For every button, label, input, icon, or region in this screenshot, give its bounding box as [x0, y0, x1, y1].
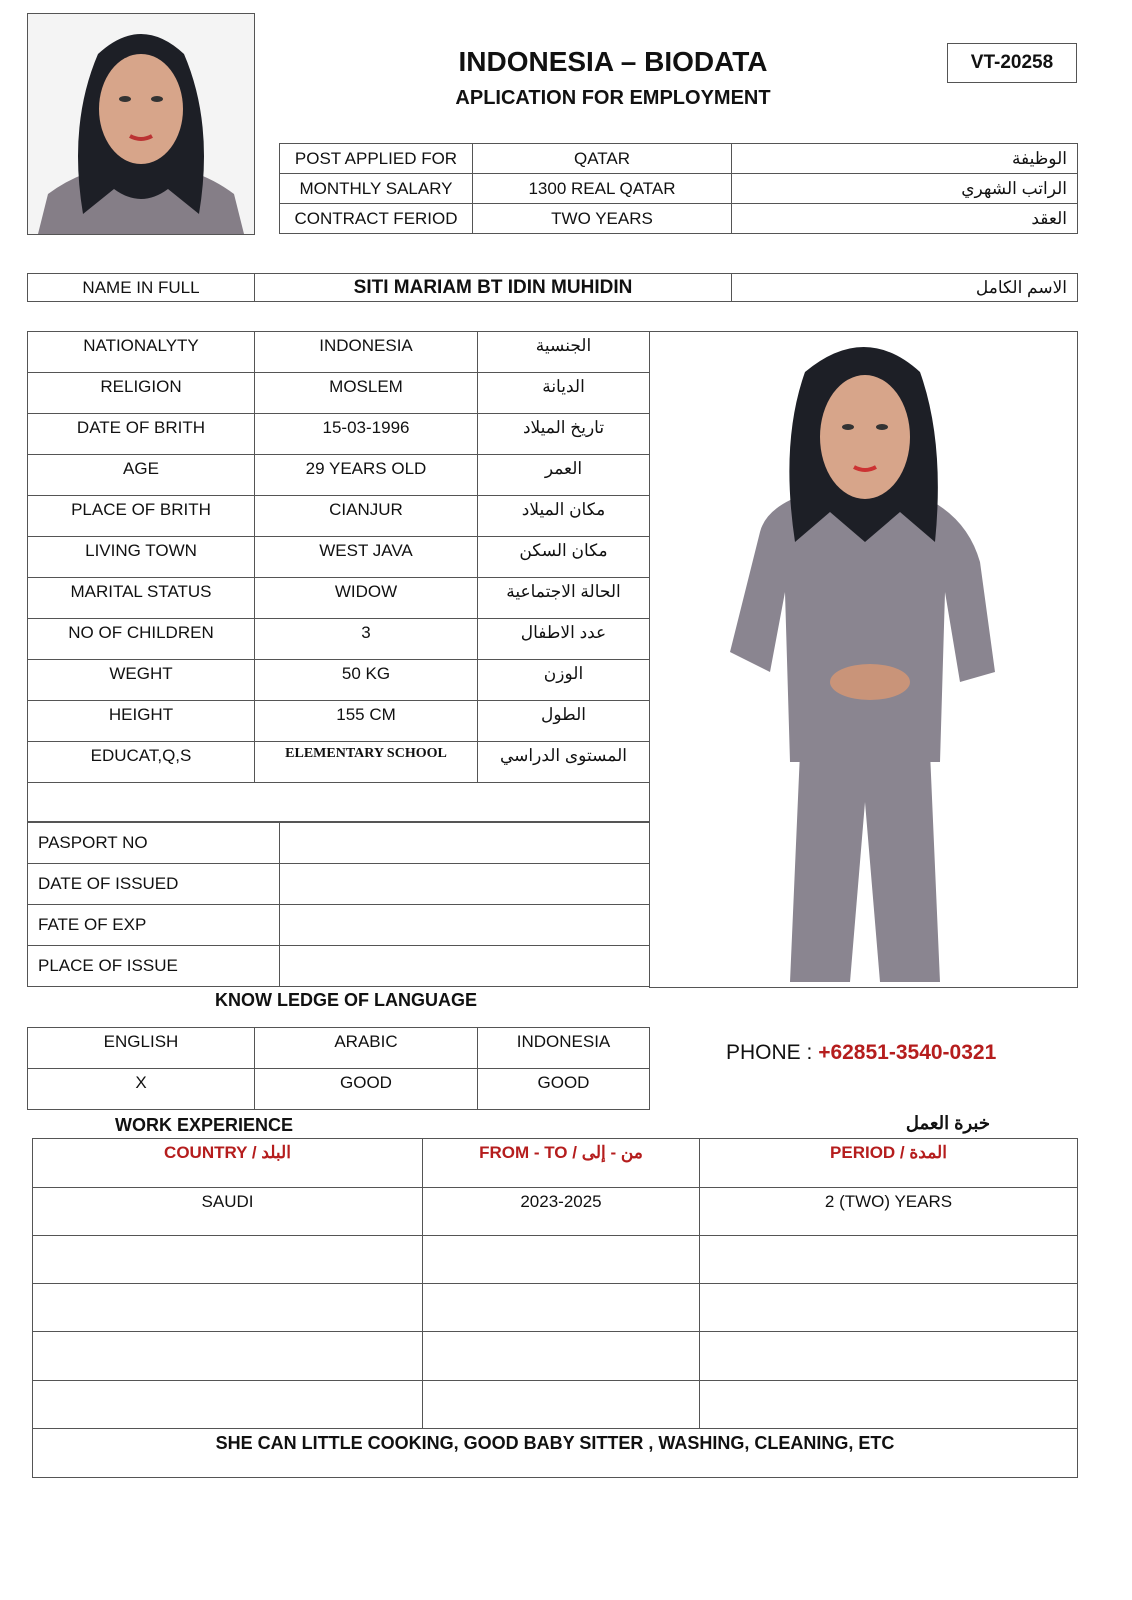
language-header: INDONESIA [478, 1028, 650, 1069]
table-row [280, 174, 1078, 204]
skills-summary: SHE CAN LITTLE COOKING, GOOD BABY SITTER , WASHING, CLEANING, ETC [33, 1429, 1078, 1478]
field-label: DATE OF ISSUED [28, 864, 280, 905]
blank-row [27, 781, 650, 822]
table-row [28, 1028, 650, 1069]
field-label: NATIONALYTY [28, 332, 255, 373]
full-name: SITI MARIAM BT IDIN MUHIDIN [255, 274, 732, 302]
table-row [28, 274, 1078, 302]
table-row [33, 1332, 1078, 1381]
work-country: SAUDI [33, 1188, 423, 1236]
table-row [28, 701, 650, 742]
field-label: RELIGION [28, 373, 255, 414]
field-label-arabic: الجنسية [478, 332, 650, 373]
table-row [28, 823, 650, 864]
field-label: MARITAL STATUS [28, 578, 255, 619]
page-title: INDONESIA – BIODATA [458, 46, 768, 77]
table-row [28, 373, 650, 414]
field-label: WEGHT [28, 660, 255, 701]
portrait-photo [27, 13, 255, 235]
field-label: NAME IN FULL [28, 274, 255, 302]
field-value: INDONESIA [255, 332, 478, 373]
field-value: QATAR [473, 144, 732, 174]
table-row [28, 864, 650, 905]
table-row [28, 1069, 650, 1110]
language-level: X [28, 1069, 255, 1110]
work-table [32, 1138, 1078, 1478]
column-header-period: PERIOD / المدة [700, 1139, 1078, 1188]
field-value: WEST JAVA [255, 537, 478, 578]
language-header: ENGLISH [28, 1028, 255, 1069]
name-table [27, 273, 1078, 302]
work-from-to: 2023-2025 [423, 1188, 700, 1236]
field-label: CONTRACT FERIOD [280, 204, 473, 234]
personal-table [27, 331, 650, 783]
field-value: 1300 REAL QATAR [473, 174, 732, 204]
table-row [33, 1284, 1078, 1332]
language-table [27, 1027, 650, 1110]
field-label: HEIGHT [28, 701, 255, 742]
column-header-from-to: FROM - TO / من - إلى [423, 1139, 700, 1188]
field-label-arabic: الطول [478, 701, 650, 742]
field-value: 15-03-1996 [255, 414, 478, 455]
field-label-arabic: تاريخ الميلاد [478, 414, 650, 455]
table-row [28, 496, 650, 537]
table-row [28, 946, 650, 987]
field-label-arabic: عدد الاطفال [478, 619, 650, 660]
field-value [280, 946, 650, 987]
field-value: 29 YEARS OLD [255, 455, 478, 496]
table-row [280, 204, 1078, 234]
field-label-arabic: مكان السكن [478, 537, 650, 578]
phone [726, 1041, 996, 1065]
reference-code: VT-20258 [947, 43, 1077, 83]
field-label-arabic: الديانة [478, 373, 650, 414]
field-value: 50 KG [255, 660, 478, 701]
field-label-arabic: الوظيفة [732, 144, 1078, 174]
field-value: MOSLEM [255, 373, 478, 414]
table-row [28, 660, 650, 701]
field-label: AGE [28, 455, 255, 496]
field-label-arabic: العمر [478, 455, 650, 496]
field-value: CIANJUR [255, 496, 478, 537]
table-row [33, 1188, 1078, 1236]
field-label-arabic: الوزن [478, 660, 650, 701]
field-label: LIVING TOWN [28, 537, 255, 578]
table-row [28, 619, 650, 660]
field-label: MONTHLY SALARY [280, 174, 473, 204]
field-label-arabic: المستوى الدراسي [478, 742, 650, 783]
table-row [28, 537, 650, 578]
phone-number: +62851-3540-0321 [818, 1041, 997, 1064]
field-label-arabic: الاسم الكامل [732, 274, 1078, 302]
field-label: FATE OF EXP [28, 905, 280, 946]
field-label: DATE OF BRITH [28, 414, 255, 455]
work-period: 2 (TWO) YEARS [700, 1188, 1078, 1236]
field-value [280, 905, 650, 946]
field-label-arabic: مكان الميلاد [478, 496, 650, 537]
field-label-arabic: العقد [732, 204, 1078, 234]
full-body-photo [649, 331, 1078, 988]
page-subtitle: APLICATION FOR EMPLOYMENT [455, 87, 771, 109]
field-value: WIDOW [255, 578, 478, 619]
table-row [33, 1429, 1078, 1478]
table-row [28, 905, 650, 946]
table-row [33, 1139, 1078, 1188]
passport-table [27, 822, 650, 987]
language-title: KNOW LEDGE OF LANGUAGE [215, 990, 477, 1010]
table-row [28, 414, 650, 455]
field-value: ELEMENTARY SCHOOL [255, 742, 478, 783]
field-label: POST APPLIED FOR [280, 144, 473, 174]
table-row [28, 742, 650, 783]
work-experience-title-arabic: خبرة العمل [905, 1113, 990, 1133]
post-table [279, 143, 1078, 234]
language-level: GOOD [478, 1069, 650, 1110]
table-row [280, 144, 1078, 174]
work-experience-title: WORK EXPERIENCE [115, 1115, 294, 1135]
table-row [33, 1381, 1078, 1429]
field-label-arabic: الراتب الشهري [732, 174, 1078, 204]
field-label: PASPORT NO [28, 823, 280, 864]
field-value: TWO YEARS [473, 204, 732, 234]
field-label: PLACE OF BRITH [28, 496, 255, 537]
column-header-country: COUNTRY / البلد [33, 1139, 423, 1188]
field-value [280, 823, 650, 864]
language-header: ARABIC [255, 1028, 478, 1069]
field-value: 3 [255, 619, 478, 660]
field-label: EDUCAT,Q,S [28, 742, 255, 783]
language-level: GOOD [255, 1069, 478, 1110]
table-row [28, 578, 650, 619]
field-value [280, 864, 650, 905]
table-row [33, 1236, 1078, 1284]
field-label: PLACE OF ISSUE [28, 946, 280, 987]
table-row [28, 332, 650, 373]
field-value: 155 CM [255, 701, 478, 742]
table-row [28, 455, 650, 496]
phone-label: PHONE : [726, 1041, 819, 1064]
field-label-arabic: الحالة الاجتماعية [478, 578, 650, 619]
field-label: NO OF CHILDREN [28, 619, 255, 660]
